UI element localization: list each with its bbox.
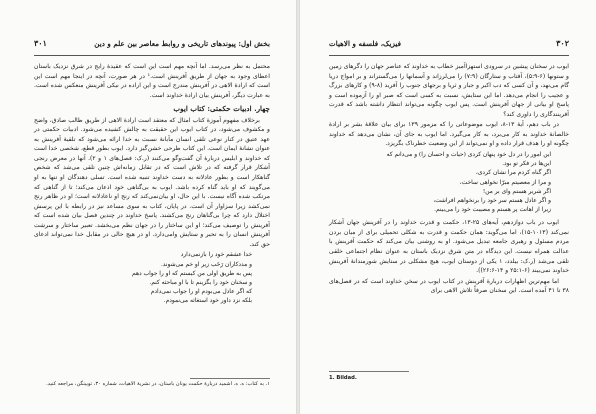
poem-line: اگر گناه کردم مرا نشان کردی، [475,170,551,177]
right-page-number: ۳۰۲ [556,38,569,48]
poem-line: این‌ها در فکر تو بود. [502,161,551,168]
right-running-head: فیزیک، فلسفه و الاهیات [329,39,402,48]
right-page-header [329,38,569,54]
right-paragraph-4: اما مهم‌ترین اظهارات دربارهٔ آفرینش در کتاب ایوب در سخن خداوند است که در فصل‌های ۳۸ تا ۴۱ آمده است. این سخنان صرفاً تلاش الاهی برای [329,277,569,295]
left-footnote-rule [190,378,270,379]
right-poem [329,151,569,215]
poem-line: پس به طریق اولی من کیستم که او را جواب دهم [132,270,252,277]
poem-line: و اگر عادل هستم سر خود را برنخواهم افراشت، [433,197,551,204]
poem-line: و سخنان خود را بگزینم تا با او مباحثه کنم. [149,280,252,286]
poem-line: اگر شریر هستم وای بر من! [482,188,551,195]
poem-line: و مرا از معصیتم مبرّا نخواهی ساخت، [459,179,551,186]
left-poem [34,251,270,306]
poem-line: زیرا از اهانت پر هستم و مصیبت خود را می‌بینم. [434,207,551,214]
right-page-body [329,62,569,297]
left-paragraph-1: محتمل به نظر می‌رسد. اما آنچه مهم است این است که عقیدهٔ رایج در شرق نزدیک باستان اعطای وجود به جهان از طریق آفرینش است.¹ در هر صورت، آنچه در اینجا مهم است این است که ارادهٔ الاهی در آفرینش مندرج است و این اراده در نیکی آفرینش منعکس شده است. به عبارت دیگر، آفرینش بیان ارادهٔ خداوند است. [34,63,271,99]
right-paragraph-3: ایوب در باب دوازدهم، آیه‌های ۲۵-۱۳، حکمت و قدرت خداوند را در آفرینش جهان آشکار نمی‌کند (۱۰۱۳-۱۵)، اما می‌گوید: همان حکمت و قدرت به شکلی تحمیلی برای از میان بردن مردم مسئول و رهبری جامعه تبدیل می‌شود. او به روشنی بیان می‌کند که حکمت آفرینش با عدالت همراه نیست. این دیدگاه در متن شرق نزدیک باستان به عنوان نظام اجتماعی خلقی تلقی می‌شد (ر.ک: بیلدد، ۱ یکی از دوستان ایوب، هیچ مشکلی در ستایش شورمندانهٔ آفرینش خداوند نمی‌بیند (۶-۲۵:۱ و ۱۴-۲۶:۶)). [329,219,569,275]
left-footnote: ۱. به کتاب: ه. ه. اشمید دربارهٔ حکمت یونان باستان، در نشریهٔ الاهیات، شماره ۳۰، توبینگن، مراجعه کنید. [46,381,270,387]
right-paragraph-1: ایوب در سخنان پیشین در سرودی استهزاآمیز خطاب به خداوند که عناصر جهان را دگرهای زمین و ستونها (۶-۵:۹)، آفتاب و ستارگان (۷:۹) را می‌لرزاند و آسمانها را می‌گستراند و بر امواج دریا گام می‌نهد، و آن کسی که دب اکبر و جبار و ثریا و برجهای جنوب را آفرید (۸-۹) و کارهای بزرگ و عجیب را انجام می‌دهد. اما این ستایش، نسبت به کسی است که صبر او را آزموده است و پاسخ او بیانی از جهان آفرینش است. پس ایوب چگونه می‌تواند انتظار داشته باشد که قدرت آفرینندگاری را داوری کند؟ [329,63,569,118]
left-page-body [34,62,270,310]
right-paragraph-2: در باب دهم، آیهٔ ۱۳-۸، ایوب موضوعاتی را که مزمور ۱۳۹ برای بیان علاقهٔ بشر بر ارادهٔ خالصانهٔ خداوند به کار می‌برد، به کار می‌گیرد. اما ایوب به جای آن، نشان می‌دهد که خداوند چگونه او را هدف قرار داده و او نمی‌تواند از این وضعیت خطرناک بگریزد. [329,121,569,148]
left-running-head: بخش اول: پیوندهای تاریخی و روابط معاصر بین علم و دین [94,39,270,48]
right-header-rule [329,55,569,56]
left-paragraph-2: برخلاف مفهوم آموزهٔ کتاب امثال که معتقد است ارادهٔ الاهی از طریق طالب صادق، واضح و مکشوف می‌شود، در کتاب ایوب این حقیقت به چالش کشیده می‌شود. ادبیات حکمتی در عهد عتیق در کنار نوعی تلقی انسان مآبانهٔ نسبت به خدا ارائه می‌شود که تلقیهٔ آفرینش به عنوان نشانهٔ ایمان است. این کتاب طرحی خشن‌گیز دارد. ایوب بطور قطع، شخصی خدا است که خداوند و ابلیس دربارهٔ آن گفت‌وگو می‌کنند (ر.ک: فصل‌های ۱ و ۲). آنها در معرض رنجی آشکار قرار گرفته که در تلاش است که در تقابل زمانه‌اش چنین تلقی می‌شد که شخص گناهکار است و بطور عادلانه به دست خداوند تنبیه شده است. تسلی دهندگان او تنها به او می‌گویند که او باید گناه کرده باشد. ایوب به بی‌گناهی خود اذعان می‌کند؛ تا از گناهی که مرتکب شده آگاه نیست. با این حال، او بیان‌نمی‌کند که رنج او ناعادلانه است؛ او در ظاهر رنج نمی‌کشد زیرا سزاوار آن است. در پایان، کتاب به سوی مساعد نیز در رابطه با این پرسش اختلال دارد که چرا بی‌گناهان رنج می‌کشند. پاسخ خداوند در چندین فصل بیان شده است که آفرینش را توصیف می‌کند؛ او این ساختار را در جهان نظم می‌بخشد. تعبیر ساختار و سرشت آفرینش انسان را به تحیر و ستایش وامی‌دارد. او در هیچ حالی در مقابل خدا نمی‌تواند ادعای حق کند. [34,116,270,248]
left-page-number: ۳۰۱ [34,38,47,48]
poem-line: این امور را در دل خود پنهان کردی (حیات و احسان را) و می‌دانم که [386,151,551,158]
poem-line: بلکه نزد داور خود استغاثه می‌نمودم. [163,298,252,305]
left-page-header [34,38,270,54]
left-section-heading: چهار. ادبیات حکمتی: کتاب ایوب [173,104,270,114]
right-footnote-rule [329,371,409,372]
right-page [298,0,596,414]
poem-line: و مددکاران رَحَب زیر او خم می‌شوند. [160,261,252,268]
right-footnote: 1. Bildad. [329,375,357,381]
poem-line: خدا عشقم خود را بازنمی‌دارد [180,252,252,259]
left-header-rule [34,55,270,56]
poem-line: که اگر عادل می‌بودم او را جواب نمی‌دادم [150,289,252,296]
book-spine [296,0,300,414]
